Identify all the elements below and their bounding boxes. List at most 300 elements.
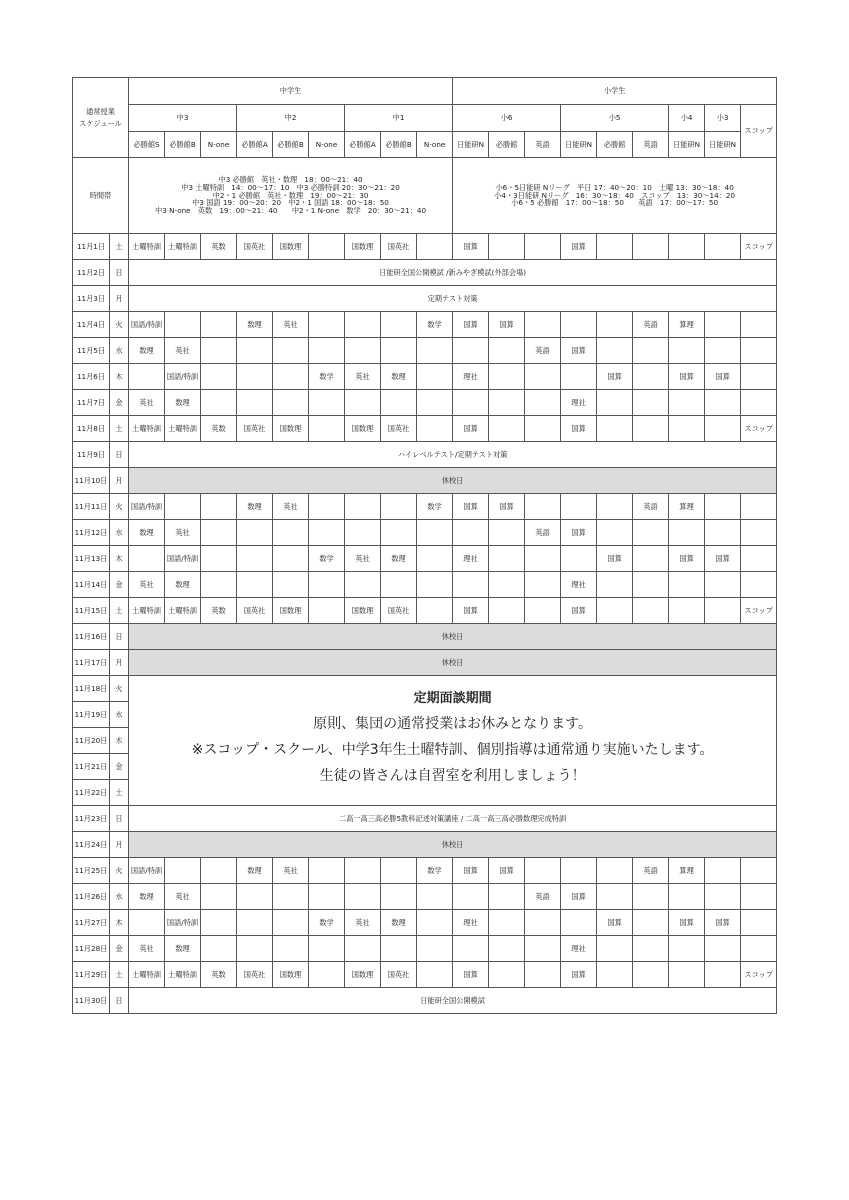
class-cell — [741, 390, 777, 416]
closed-day-cell: 休校日 — [129, 468, 777, 494]
class-cell: 国算 — [705, 910, 741, 936]
table-row — [73, 364, 777, 390]
grade-header: 小6 — [453, 105, 561, 132]
class-cell: 英社 — [273, 494, 309, 520]
class-cell: 数理 — [129, 884, 165, 910]
weekday-cell: 水 — [110, 702, 129, 728]
interview-notice — [129, 676, 777, 806]
table-row — [73, 286, 777, 312]
class-cell — [741, 312, 777, 338]
class-cell — [489, 884, 525, 910]
class-cell: 国算 — [453, 858, 489, 884]
class-cell: 国数理 — [273, 416, 309, 442]
class-cell: スコップ — [741, 234, 777, 260]
class-cell: 英語 — [525, 884, 561, 910]
class-cell — [417, 936, 453, 962]
class-cell — [669, 520, 705, 546]
class-cell — [633, 338, 669, 364]
class-cell — [525, 546, 561, 572]
date-cell: 11月2日 — [73, 260, 110, 286]
weekday-cell: 土 — [110, 416, 129, 442]
class-cell — [309, 884, 345, 910]
class-cell — [273, 936, 309, 962]
course-header: 日能研N — [561, 132, 597, 158]
class-cell — [417, 364, 453, 390]
class-cell: 国語/特訓 — [129, 312, 165, 338]
class-cell — [705, 962, 741, 988]
class-cell — [489, 962, 525, 988]
weekday-cell: 金 — [110, 390, 129, 416]
class-cell — [705, 520, 741, 546]
class-cell: 数理 — [165, 390, 201, 416]
class-cell — [345, 520, 381, 546]
grade-header: 中1 — [345, 105, 453, 132]
grade-header: 中2 — [237, 105, 345, 132]
date-cell: 11月7日 — [73, 390, 110, 416]
class-cell: 国数理 — [273, 598, 309, 624]
class-cell: 土曜特訓 — [165, 234, 201, 260]
class-cell: 数学 — [309, 364, 345, 390]
date-cell: 11月20日 — [73, 728, 110, 754]
class-cell — [345, 884, 381, 910]
date-cell: 11月16日 — [73, 624, 110, 650]
class-cell — [201, 936, 237, 962]
class-cell — [453, 936, 489, 962]
table-row — [73, 624, 777, 650]
class-cell: 数理 — [237, 312, 273, 338]
date-cell: 11月24日 — [73, 832, 110, 858]
date-cell: 11月19日 — [73, 702, 110, 728]
class-cell — [201, 858, 237, 884]
class-cell — [489, 338, 525, 364]
table-row — [73, 858, 777, 884]
class-cell — [129, 910, 165, 936]
class-cell: 国英社 — [381, 234, 417, 260]
class-cell — [489, 520, 525, 546]
class-cell: 英社 — [165, 884, 201, 910]
event-cell: ハイレベルテスト/定期テスト対策 — [129, 442, 777, 468]
class-cell: 英数 — [201, 234, 237, 260]
class-cell — [381, 520, 417, 546]
date-cell: 11月27日 — [73, 910, 110, 936]
grade-header: 小4 — [669, 105, 705, 132]
date-cell: 11月13日 — [73, 546, 110, 572]
course-header: 必勝館S — [129, 132, 165, 158]
class-cell: 国英社 — [237, 962, 273, 988]
weekday-cell: 日 — [110, 806, 129, 832]
class-cell — [417, 598, 453, 624]
date-cell: 11月15日 — [73, 598, 110, 624]
table-row — [73, 234, 777, 260]
class-cell: 土曜特訓 — [165, 962, 201, 988]
grade-header: 小5 — [561, 105, 669, 132]
class-cell: 理社 — [453, 910, 489, 936]
table-row — [73, 988, 777, 1014]
class-cell — [633, 910, 669, 936]
date-cell: 11月26日 — [73, 884, 110, 910]
class-cell — [561, 494, 597, 520]
class-cell: 数理 — [237, 494, 273, 520]
weekday-cell: 土 — [110, 780, 129, 806]
class-cell: 国算 — [669, 910, 705, 936]
class-cell — [237, 390, 273, 416]
class-cell — [309, 338, 345, 364]
class-cell: 理社 — [453, 546, 489, 572]
class-cell — [381, 936, 417, 962]
class-cell: 英社 — [129, 572, 165, 598]
weekday-cell: 水 — [110, 338, 129, 364]
class-cell — [705, 312, 741, 338]
class-cell: 国算 — [561, 234, 597, 260]
class-cell — [273, 520, 309, 546]
table-row — [73, 598, 777, 624]
class-cell — [705, 598, 741, 624]
class-cell: 国数理 — [273, 962, 309, 988]
class-cell — [561, 858, 597, 884]
table-row — [73, 260, 777, 286]
class-cell: 数理 — [165, 572, 201, 598]
middle-school-header: 中学生 — [129, 78, 453, 105]
class-cell — [201, 546, 237, 572]
class-cell: 数理 — [381, 546, 417, 572]
class-cell — [633, 936, 669, 962]
class-cell: 国算 — [561, 962, 597, 988]
class-cell — [741, 572, 777, 598]
table-row — [73, 806, 777, 832]
table-row — [73, 962, 777, 988]
class-cell: 土曜特訓 — [129, 962, 165, 988]
table-row — [73, 884, 777, 910]
class-cell — [453, 390, 489, 416]
class-cell — [597, 962, 633, 988]
class-cell: スコップ — [741, 416, 777, 442]
class-cell: 英語 — [525, 520, 561, 546]
class-cell — [309, 936, 345, 962]
class-cell — [489, 416, 525, 442]
table-row — [73, 650, 777, 676]
class-cell: 国数理 — [345, 962, 381, 988]
time-line: 中3 N-one 英数 19：00～21：40 中2・1 N-one 数学 20：30～21：40 — [155, 206, 427, 216]
class-cell: 国語/特訓 — [165, 546, 201, 572]
class-cell — [201, 390, 237, 416]
date-cell: 11月25日 — [73, 858, 110, 884]
class-cell: 国算 — [597, 546, 633, 572]
date-cell: 11月4日 — [73, 312, 110, 338]
class-cell — [309, 598, 345, 624]
class-cell — [201, 494, 237, 520]
elementary-header: 小学生 — [453, 78, 777, 105]
date-cell: 11月3日 — [73, 286, 110, 312]
class-cell — [273, 338, 309, 364]
class-cell: 国数理 — [345, 416, 381, 442]
class-cell — [201, 338, 237, 364]
class-cell: 数学 — [309, 546, 345, 572]
class-cell: 英語 — [633, 494, 669, 520]
notice-title: 定期面談期間 — [413, 691, 492, 707]
time-line: 中3 必勝館 英社・数理 18：00～21：40 — [218, 174, 363, 184]
class-cell — [345, 312, 381, 338]
class-cell — [597, 520, 633, 546]
class-cell: 理社 — [561, 936, 597, 962]
weekday-cell: 月 — [110, 650, 129, 676]
class-cell — [417, 572, 453, 598]
class-cell — [417, 884, 453, 910]
class-cell — [597, 858, 633, 884]
class-cell — [381, 338, 417, 364]
class-cell — [417, 416, 453, 442]
weekday-cell: 火 — [110, 494, 129, 520]
class-cell — [309, 234, 345, 260]
class-cell — [705, 858, 741, 884]
table-row — [73, 546, 777, 572]
class-cell: 数理 — [129, 520, 165, 546]
class-cell — [201, 312, 237, 338]
course-header: 必勝館B — [381, 132, 417, 158]
weekday-cell: 日 — [110, 260, 129, 286]
closed-day-cell: 休校日 — [129, 624, 777, 650]
class-cell: 国算 — [453, 234, 489, 260]
class-cell — [525, 494, 561, 520]
course-header: 英語 — [633, 132, 669, 158]
class-cell — [633, 546, 669, 572]
class-cell: 理社 — [561, 390, 597, 416]
course-header: 日能研N — [453, 132, 489, 158]
class-cell — [705, 390, 741, 416]
class-cell: 国語/特訓 — [129, 858, 165, 884]
class-cell — [741, 338, 777, 364]
table-row — [73, 312, 777, 338]
class-cell — [381, 858, 417, 884]
class-cell — [237, 936, 273, 962]
class-cell — [201, 910, 237, 936]
class-cell — [453, 572, 489, 598]
class-cell — [237, 572, 273, 598]
date-cell: 11月29日 — [73, 962, 110, 988]
class-cell — [597, 884, 633, 910]
class-cell: 国算 — [705, 364, 741, 390]
class-cell — [705, 338, 741, 364]
course-header: 必勝館 — [597, 132, 633, 158]
class-cell — [669, 884, 705, 910]
class-cell: 国算 — [561, 598, 597, 624]
class-cell: 英語 — [525, 338, 561, 364]
class-cell: 数理 — [381, 364, 417, 390]
class-cell: 国英社 — [237, 416, 273, 442]
scop-header: スコップ — [741, 105, 777, 158]
class-cell — [489, 910, 525, 936]
class-cell — [705, 884, 741, 910]
weekday-cell: 土 — [110, 234, 129, 260]
table-row — [73, 910, 777, 936]
class-cell — [309, 390, 345, 416]
class-cell — [345, 390, 381, 416]
event-cell: 日能研全国公開模試 /新みやぎ模試(外部会場) — [129, 260, 777, 286]
class-cell: 土曜特訓 — [165, 598, 201, 624]
class-cell — [489, 234, 525, 260]
class-cell — [525, 234, 561, 260]
class-cell: 数理 — [129, 338, 165, 364]
class-cell — [345, 936, 381, 962]
class-cell — [237, 520, 273, 546]
class-cell: 国語/特訓 — [165, 364, 201, 390]
weekday-cell: 木 — [110, 728, 129, 754]
class-cell: 数理 — [237, 858, 273, 884]
date-cell: 11月11日 — [73, 494, 110, 520]
course-header: 日能研N — [669, 132, 705, 158]
class-cell — [669, 416, 705, 442]
course-header: 必勝館B — [165, 132, 201, 158]
class-cell: 国英社 — [381, 416, 417, 442]
class-cell — [381, 572, 417, 598]
class-cell: 国英社 — [237, 234, 273, 260]
weekday-cell: 日 — [110, 442, 129, 468]
time-line: 中3 国語 19：00～20：20 中2・1 国語 18：00～18：50 — [192, 198, 389, 208]
table-row — [73, 494, 777, 520]
course-header: 必勝館A — [237, 132, 273, 158]
weekday-cell: 日 — [110, 988, 129, 1014]
class-cell — [309, 494, 345, 520]
schedule-table — [72, 77, 777, 1014]
class-cell: 国算 — [561, 520, 597, 546]
class-cell — [561, 546, 597, 572]
notice-line: 生徒の皆さんは自習室を利用しましょう！ — [319, 767, 586, 784]
class-cell: 国算 — [489, 858, 525, 884]
class-cell — [345, 572, 381, 598]
weekday-cell: 月 — [110, 468, 129, 494]
class-cell — [453, 884, 489, 910]
class-cell — [525, 962, 561, 988]
course-header: 必勝館B — [273, 132, 309, 158]
class-cell: 国英社 — [237, 598, 273, 624]
weekday-cell: 木 — [110, 546, 129, 572]
class-cell — [165, 312, 201, 338]
class-cell: 数学 — [417, 858, 453, 884]
class-cell: 国語/特訓 — [129, 494, 165, 520]
weekday-cell: 木 — [110, 364, 129, 390]
class-cell: 国算 — [597, 910, 633, 936]
class-cell: 国数理 — [273, 234, 309, 260]
class-cell — [525, 572, 561, 598]
course-header: N-one — [417, 132, 453, 158]
class-cell — [417, 338, 453, 364]
class-cell — [309, 858, 345, 884]
class-cell — [597, 416, 633, 442]
class-cell — [237, 910, 273, 936]
table-row — [73, 338, 777, 364]
weekday-cell: 月 — [110, 286, 129, 312]
class-cell — [669, 338, 705, 364]
weekday-cell: 日 — [110, 624, 129, 650]
class-cell: スコップ — [741, 962, 777, 988]
course-header: N-one — [201, 132, 237, 158]
date-cell: 11月5日 — [73, 338, 110, 364]
class-cell — [489, 364, 525, 390]
class-cell — [525, 936, 561, 962]
class-cell — [129, 364, 165, 390]
class-cell: 数学 — [417, 312, 453, 338]
class-cell: 土曜特訓 — [129, 234, 165, 260]
class-cell — [165, 494, 201, 520]
weekday-cell: 月 — [110, 832, 129, 858]
class-cell: 英社 — [273, 312, 309, 338]
class-cell — [345, 494, 381, 520]
class-cell — [597, 338, 633, 364]
class-cell — [381, 494, 417, 520]
class-cell: 国算 — [561, 338, 597, 364]
time-line: 小4・3日能研 Nリーグ 16：30～18：40 スコップ 13：30～14：20 — [494, 190, 736, 200]
class-cell: 国算 — [597, 364, 633, 390]
weekday-cell: 金 — [110, 754, 129, 780]
class-cell — [633, 962, 669, 988]
class-cell: 国数理 — [345, 234, 381, 260]
class-cell — [237, 884, 273, 910]
class-cell — [741, 936, 777, 962]
class-cell — [453, 338, 489, 364]
time-label: 時間帯 — [73, 158, 129, 234]
class-cell — [633, 598, 669, 624]
class-cell: 英社 — [345, 364, 381, 390]
class-cell — [525, 312, 561, 338]
class-cell — [525, 858, 561, 884]
class-cell — [525, 416, 561, 442]
class-cell — [273, 390, 309, 416]
class-cell: 英社 — [165, 338, 201, 364]
class-cell — [273, 364, 309, 390]
class-cell: 理社 — [561, 572, 597, 598]
class-cell — [237, 338, 273, 364]
event-cell: 日能研全国公開模試 — [129, 988, 777, 1014]
class-cell — [489, 936, 525, 962]
class-cell — [273, 572, 309, 598]
course-header: N-one — [309, 132, 345, 158]
class-cell — [705, 416, 741, 442]
class-cell — [201, 572, 237, 598]
class-cell — [741, 494, 777, 520]
class-cell — [489, 390, 525, 416]
class-cell: 英語 — [633, 312, 669, 338]
class-cell — [561, 910, 597, 936]
class-cell — [669, 598, 705, 624]
class-cell — [273, 910, 309, 936]
class-cell: 国算 — [489, 494, 525, 520]
class-cell: 国英社 — [381, 598, 417, 624]
class-cell — [129, 546, 165, 572]
class-cell: 英語 — [633, 858, 669, 884]
class-cell — [165, 858, 201, 884]
weekday-cell: 火 — [110, 858, 129, 884]
class-cell: 英社 — [129, 936, 165, 962]
date-cell: 11月30日 — [73, 988, 110, 1014]
class-cell — [345, 858, 381, 884]
class-cell: 国算 — [453, 416, 489, 442]
weekday-cell: 火 — [110, 312, 129, 338]
class-cell — [309, 572, 345, 598]
table-row — [73, 390, 777, 416]
class-cell — [561, 312, 597, 338]
grade-header: 中3 — [129, 105, 237, 132]
class-cell: 国算 — [669, 546, 705, 572]
table-row — [73, 936, 777, 962]
weekday-cell: 火 — [110, 676, 129, 702]
grade-header: 小3 — [705, 105, 741, 132]
table-row — [73, 416, 777, 442]
class-cell — [633, 884, 669, 910]
date-cell: 11月21日 — [73, 754, 110, 780]
course-header: 必勝館A — [345, 132, 381, 158]
date-cell: 11月14日 — [73, 572, 110, 598]
class-cell — [741, 858, 777, 884]
date-cell: 11月1日 — [73, 234, 110, 260]
